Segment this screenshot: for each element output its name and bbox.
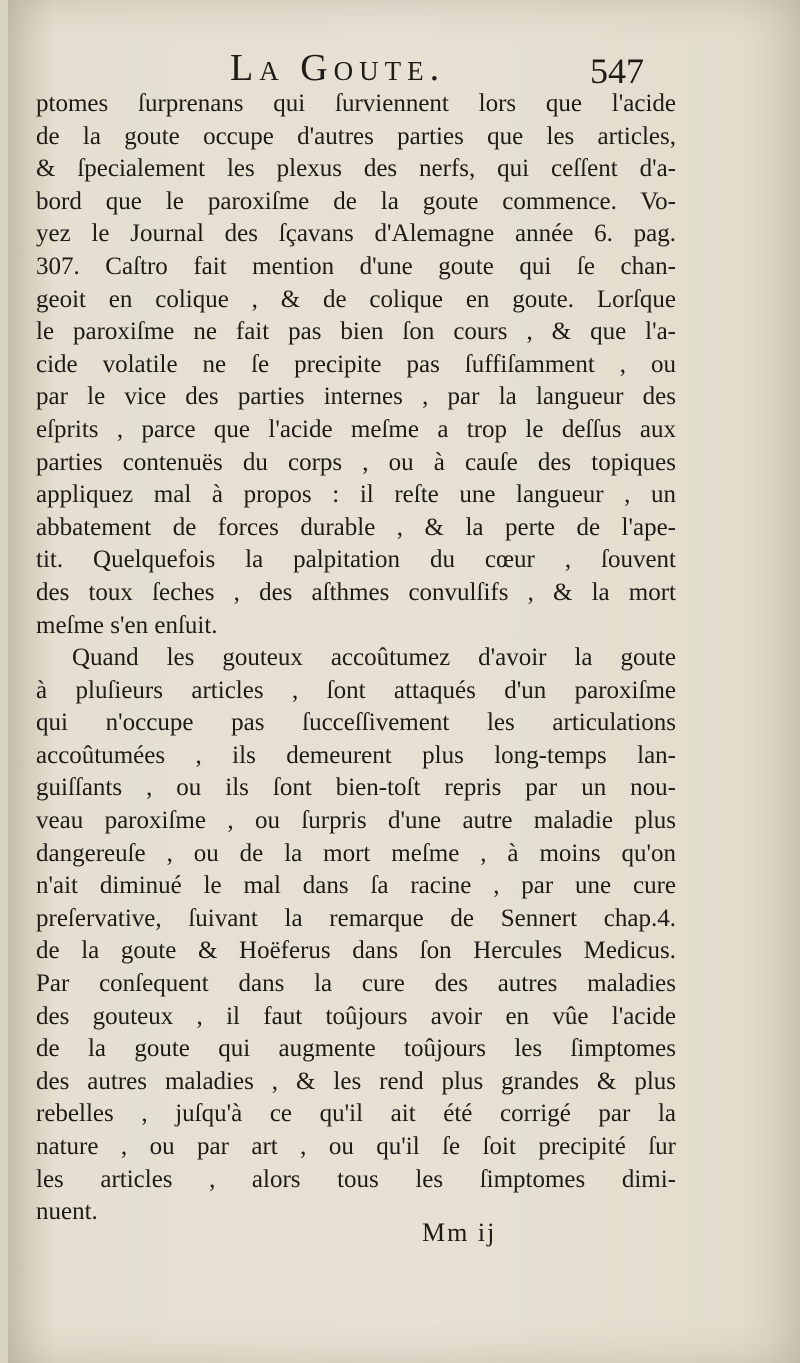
text-line: par le vice des parties internes , par la langueur des xyxy=(36,383,676,411)
text-line: tit. Quelquefois la palpitation du cœur , ſouvent xyxy=(36,546,676,574)
body-text xyxy=(36,88,676,1229)
text-line: n'ait diminué le mal dans ſa racine , par une cure xyxy=(36,872,676,900)
text-line: ptomes ſurprenans qui ſurviennent lors que l'acide xyxy=(36,90,676,117)
text-line: meſme s'en enſuit. xyxy=(36,611,218,639)
text-line: eſprits , parce que l'acide meſme a trop le deſſus aux xyxy=(36,415,676,443)
text-line: qui n'occupe pas ſucceſſivement les articulations xyxy=(36,709,676,737)
paragraph-1 xyxy=(36,88,676,642)
text-line: le paroxiſme ne fait pas bien ſon cours , & que l'a- xyxy=(36,318,676,346)
text-line: des toux ſeches , des aſthmes convulſifs , & la mort xyxy=(36,578,676,606)
text-line: des gouteux , il faut toûjours avoir en vûe l'acide xyxy=(36,1002,676,1030)
paragraph-2 xyxy=(36,642,676,1229)
text-line: dangereuſe , ou de la mort meſme , à moins qu'on xyxy=(36,839,676,867)
text-line: nuent. xyxy=(36,1198,98,1226)
text-line: Quand les gouteux accoûtumez d'avoir la goute xyxy=(72,644,676,672)
text-line: de la goute occupe d'autres parties que les articles, xyxy=(36,122,676,150)
text-line: preſervative, ſuivant la remarque de Sennert chap.4. xyxy=(36,904,676,932)
text-line: parties contenuës du corps , ou à cauſe des topiques xyxy=(36,448,676,476)
text-line: rebelles , juſqu'à ce qu'il ait été corrigé par la xyxy=(36,1100,676,1128)
text-line: des autres maladies , & les rend plus grandes & plus xyxy=(36,1067,676,1095)
text-line: veau paroxiſme , ou ſurpris d'une autre maladie plus xyxy=(36,807,676,835)
text-line: Par conſequent dans la cure des autres maladies xyxy=(36,970,676,998)
page-number: 547 xyxy=(590,51,644,91)
book-page xyxy=(8,0,800,1363)
text-line: de la goute & Hoëferus dans ſon Hercules Medicus. xyxy=(36,937,676,965)
text-line: guiſſants , ou ils ſont bien-toſt repris par un nou- xyxy=(36,774,676,802)
text-line: de la goute qui augmente toûjours les ſimptomes xyxy=(36,1035,676,1063)
text-line: 307. Caſtro fait mention d'une goute qui ſe chan- xyxy=(36,252,676,280)
text-line: & ſpecialement les plexus des nerfs, qui ceſſent d'a- xyxy=(36,155,676,183)
text-line: yez le Journal des ſçavans d'Alemagne année 6. pag. xyxy=(36,220,676,248)
text-line: appliquez mal à propos : il reſte une langueur , un xyxy=(36,481,676,509)
text-line: bord que le paroxiſme de la goute commence. Vo- xyxy=(36,187,676,215)
signature-mark: Mm ij xyxy=(422,1218,497,1247)
text-line: les articles , alors tous les ſimptomes dimi- xyxy=(36,1165,676,1193)
text-line: cide volatile ne ſe precipite pas ſuffiſamment , ou xyxy=(36,350,676,378)
text-line: à pluſieurs articles , ſont attaqués d'un paroxiſme xyxy=(36,676,676,704)
text-line: abbatement de forces durable , & la perte de l'ape- xyxy=(36,513,676,541)
text-line: geoit en colique , & de colique en goute. Lorſque xyxy=(36,285,676,313)
text-line: accoûtumées , ils demeurent plus long-temps lan- xyxy=(36,741,676,769)
text-line: nature , ou par art , ou qu'il ſe ſoit precipité ſur xyxy=(36,1133,676,1160)
running-title: La Goute. xyxy=(230,47,446,89)
